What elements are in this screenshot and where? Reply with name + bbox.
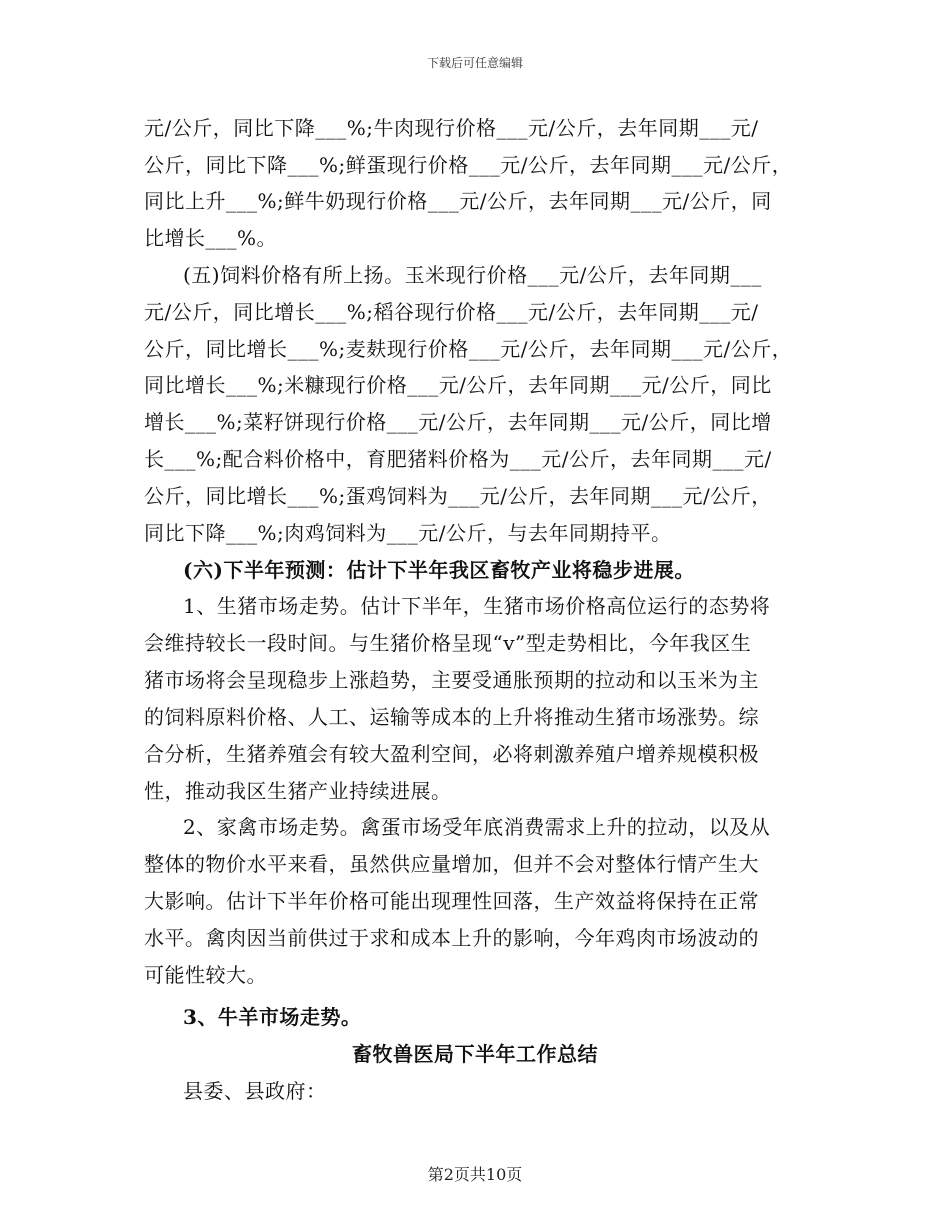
paragraph-line: 同比增长___%;米糠现行价格___元/公斤，去年同期___元/公斤，同比 [144,373,772,397]
page-footer: 第2页共10页 [427,1165,523,1184]
paragraph-line: 公斤，同比增长___%;麦麸现行价格___元/公斤，去年同期___元/公斤， [144,337,793,361]
paragraph-line: 水平。禽肉因当前供过于求和成本上升的影响，今年鸡肉市场波动的 [144,926,759,950]
paragraph-line: 会维持较长一段时间。与生猪价格呈现“v”型走势相比，今年我区生 [144,631,752,655]
section-heading: (六)下半年预测：估计下半年我区畜牧产业将稳步进展。 [183,558,695,582]
paragraph-line: 增长___%;菜籽饼现行价格___元/公斤，去年同期___元/公斤，同比增 [144,410,772,434]
salutation-line: 县委、县政府： [183,1079,327,1103]
paragraph-line: 同比上升___%;鲜牛奶现行价格___元/公斤，去年同期___元/公斤，同 [144,189,772,213]
paragraph-line: 元/公斤，同比下降___%;牛肉现行价格___元/公斤，去年同期___元/ [144,116,759,140]
paragraph-line: 大影响。估计下半年价格可能出现理性回落，生产效益将保持在正常 [144,889,759,913]
paragraph-line: 同比下降___%;肉鸡饲料为___元/公斤，与去年同期持平。 [144,521,672,545]
paragraph-line: (五)饲料价格有所上扬。玉米现行价格___元/公斤，去年同期___ [183,263,762,287]
paragraph-line: 猪市场将会呈现稳步上涨趋势，主要受通胀预期的拉动和以玉米为主 [144,668,759,692]
paragraph-line: 元/公斤，同比增长___%;稻谷现行价格___元/公斤，去年同期___元/ [144,300,759,324]
page-header: 下载后可任意编辑 [426,56,523,70]
paragraph-line: 2、家禽市场走势。禽蛋市场受年底消费需求上升的拉动，以及从 [183,815,771,839]
paragraph-line: 整体的物价水平来看，虽然供应量增加，但并不会对整体行情产生大 [144,852,759,876]
paragraph-line: 长___%;配合料价格中，育肥猪料价格为___元/公斤，去年同期___元/ [144,447,772,471]
paragraph-line: 的饲料原料价格、人工、运输等成本的上升将推动生猪市场涨势。综 [144,705,759,729]
paragraph-line: 比增长___%。 [144,226,278,250]
paragraph-line: 合分析，生猪养殖会有较大盈利空间，必将刺激养殖户增养规模积极 [144,742,759,766]
document-title: 畜牧兽医局下半年工作总结 [352,1042,598,1066]
paragraph-line: 公斤，同比增长___%;蛋鸡饲料为___元/公斤，去年同期___元/公斤， [144,484,772,508]
paragraph-line: 1、生猪市场走势。估计下半年，生猪市场价格高位运行的态势将 [183,594,771,618]
paragraph-line: 性，推动我区生猪产业持续进展。 [144,779,452,803]
paragraph-line: 可能性较大。 [144,963,267,987]
paragraph-line: 公斤，同比下降___%;鲜蛋现行价格___元/公斤，去年同期___元/公斤， [144,153,793,177]
section-heading: 3、牛羊市场走势。 [183,1005,362,1029]
